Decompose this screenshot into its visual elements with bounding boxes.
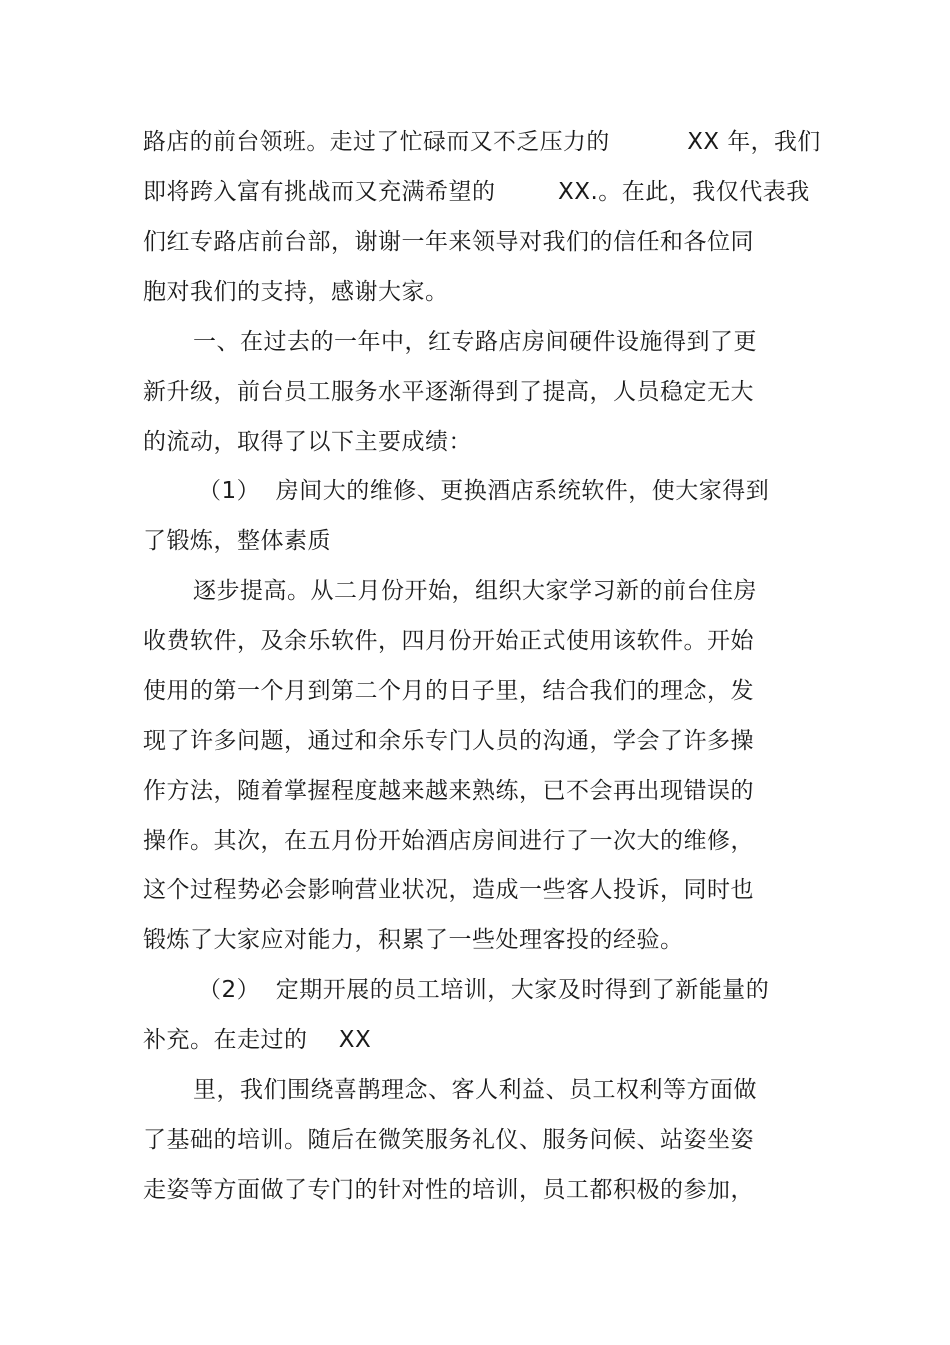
text-line: 使用的第一个月到第二个月的日子里，结合我们的理念，发 (143, 678, 754, 704)
text-line: 了基础的培训。随后在微笑服务礼仪、服务问候、站姿坐姿 (143, 1127, 754, 1153)
text-line: 锻炼了大家应对能力，积累了一些处理客投的经验。 (143, 927, 684, 953)
text-line: （2） 定期开展的员工培训，大家及时得到了新能量的 (198, 977, 770, 1003)
text-line: 们红专路店前台部，谢谢一年来领导对我们的信任和各位同 (143, 229, 754, 255)
text-line: 了锻炼，整体素质 (143, 528, 331, 554)
text-line: 里，我们围绕喜鹊理念、客人利益、员工权利等方面做 (193, 1077, 757, 1103)
text-line: 逐步提高。从二月份开始，组织大家学习新的前台住房 (193, 578, 757, 604)
text-line: 胞对我们的支持，感谢大家。 (143, 279, 449, 305)
text-line: 即将跨入富有挑战而又充满希望的 XX.。在此，我仅代表我 (143, 179, 810, 205)
text-line: 操作。其次，在五月份开始酒店房间进行了一次大的维修， (143, 828, 754, 854)
text-line: 一、在过去的一年中，红专路店房间硬件设施得到了更 (193, 329, 757, 355)
text-line: 路店的前台领班。走过了忙碌而又不乏压力的 XX 年，我们 (143, 129, 821, 155)
text-line: 走姿等方面做了专门的针对性的培训，员工都积极的参加， (143, 1177, 754, 1203)
text-line: 新升级，前台员工服务水平逐渐得到了提高，人员稳定无大 (143, 379, 754, 405)
text-line: 的流动，取得了以下主要成绩： (143, 429, 472, 455)
text-line: 补充。在走过的 XX (143, 1027, 372, 1053)
text-line: 现了许多问题，通过和余乐专门人员的沟通，学会了许多操 (143, 728, 754, 754)
text-line: 作方法，随着掌握程度越来越来熟练，已不会再出现错误的 (143, 778, 754, 804)
text-line: 收费软件，及余乐软件，四月份开始正式使用该软件。开始 (143, 628, 754, 654)
text-line: 这个过程势必会影响营业状况，造成一些客人投诉，同时也 (143, 877, 754, 903)
text-line: （1） 房间大的维修、更换酒店系统软件，使大家得到 (198, 478, 770, 504)
